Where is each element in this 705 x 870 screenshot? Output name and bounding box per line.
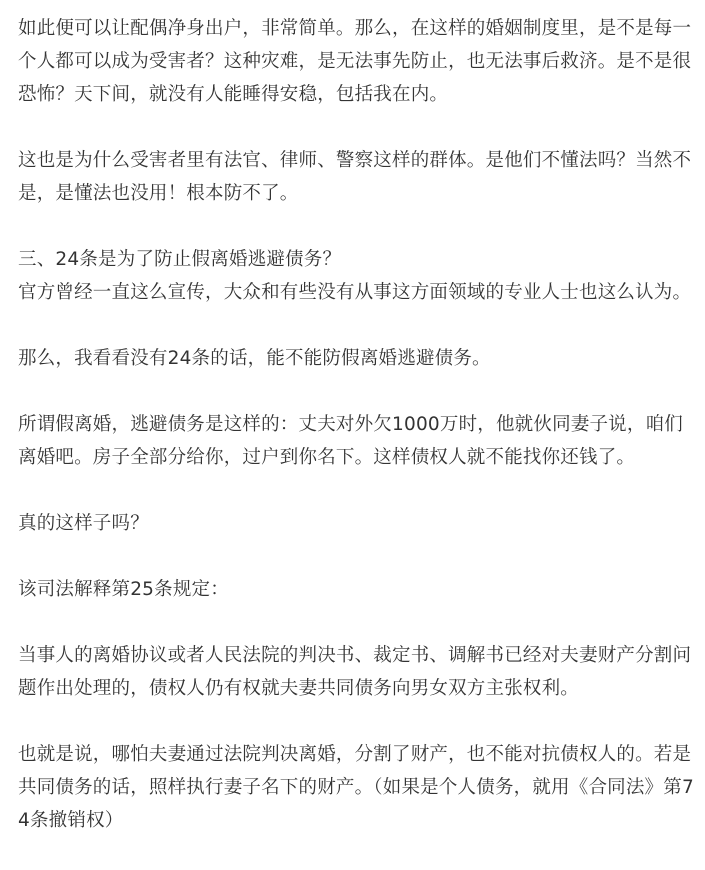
paragraph-2: 这也是为什么受害者里有法官、律师、警察这样的群体。是他们不懂法吗？当然不是，是懂法也没用！根本防不了。 — [18, 150, 692, 204]
paragraph-6: 真的这样子吗？ — [18, 513, 149, 534]
article-body — [18, 12, 694, 870]
paragraph-5: 所谓假离婚，逃避债务是这样的：丈夫对外欠1000万时，他就伙同妻子说，咱们离婚吧。房子全部分给你，过户到你名下。这样债权人就不能找你还钱了。 — [18, 414, 683, 468]
paragraph-7: 该司法解释第25条规定： — [18, 579, 229, 600]
section-heading: 三、24条是为了防止假离婚逃避债务？ — [18, 249, 342, 270]
paragraph-3: 官方曾经一直这么宣传，大众和有些没有从事这方面领域的专业人士也这么认为。 — [18, 282, 692, 303]
paragraph-8: 当事人的离婚协议或者人民法院的判决书、裁定书、调解书已经对夫妻财产分割问题作出处理的，债权人仍有权就夫妻共同债务向男女双方主张权利。 — [18, 645, 692, 699]
paragraph-1: 如此便可以让配偶净身出户，非常简单。那么，在这样的婚姻制度里，是不是每一个人都可以成为受害者？这种灾难，是无法事先防止，也无法事后救济。是不是很恐怖？天下间，就没有人能睡得安稳，包括我在内。 — [18, 18, 692, 105]
paragraph-9: 也就是说，哪怕夫妻通过法院判决离婚，分割了财产，也不能对抗债权人的。若是共同债务的话，照样执行妻子名下的财产。（如果是个人债务，就用《合同法》第74条撤销权） — [18, 744, 694, 831]
paragraph-4: 那么，我看看没有24条的话，能不能防假离婚逃避债务。 — [18, 348, 491, 369]
